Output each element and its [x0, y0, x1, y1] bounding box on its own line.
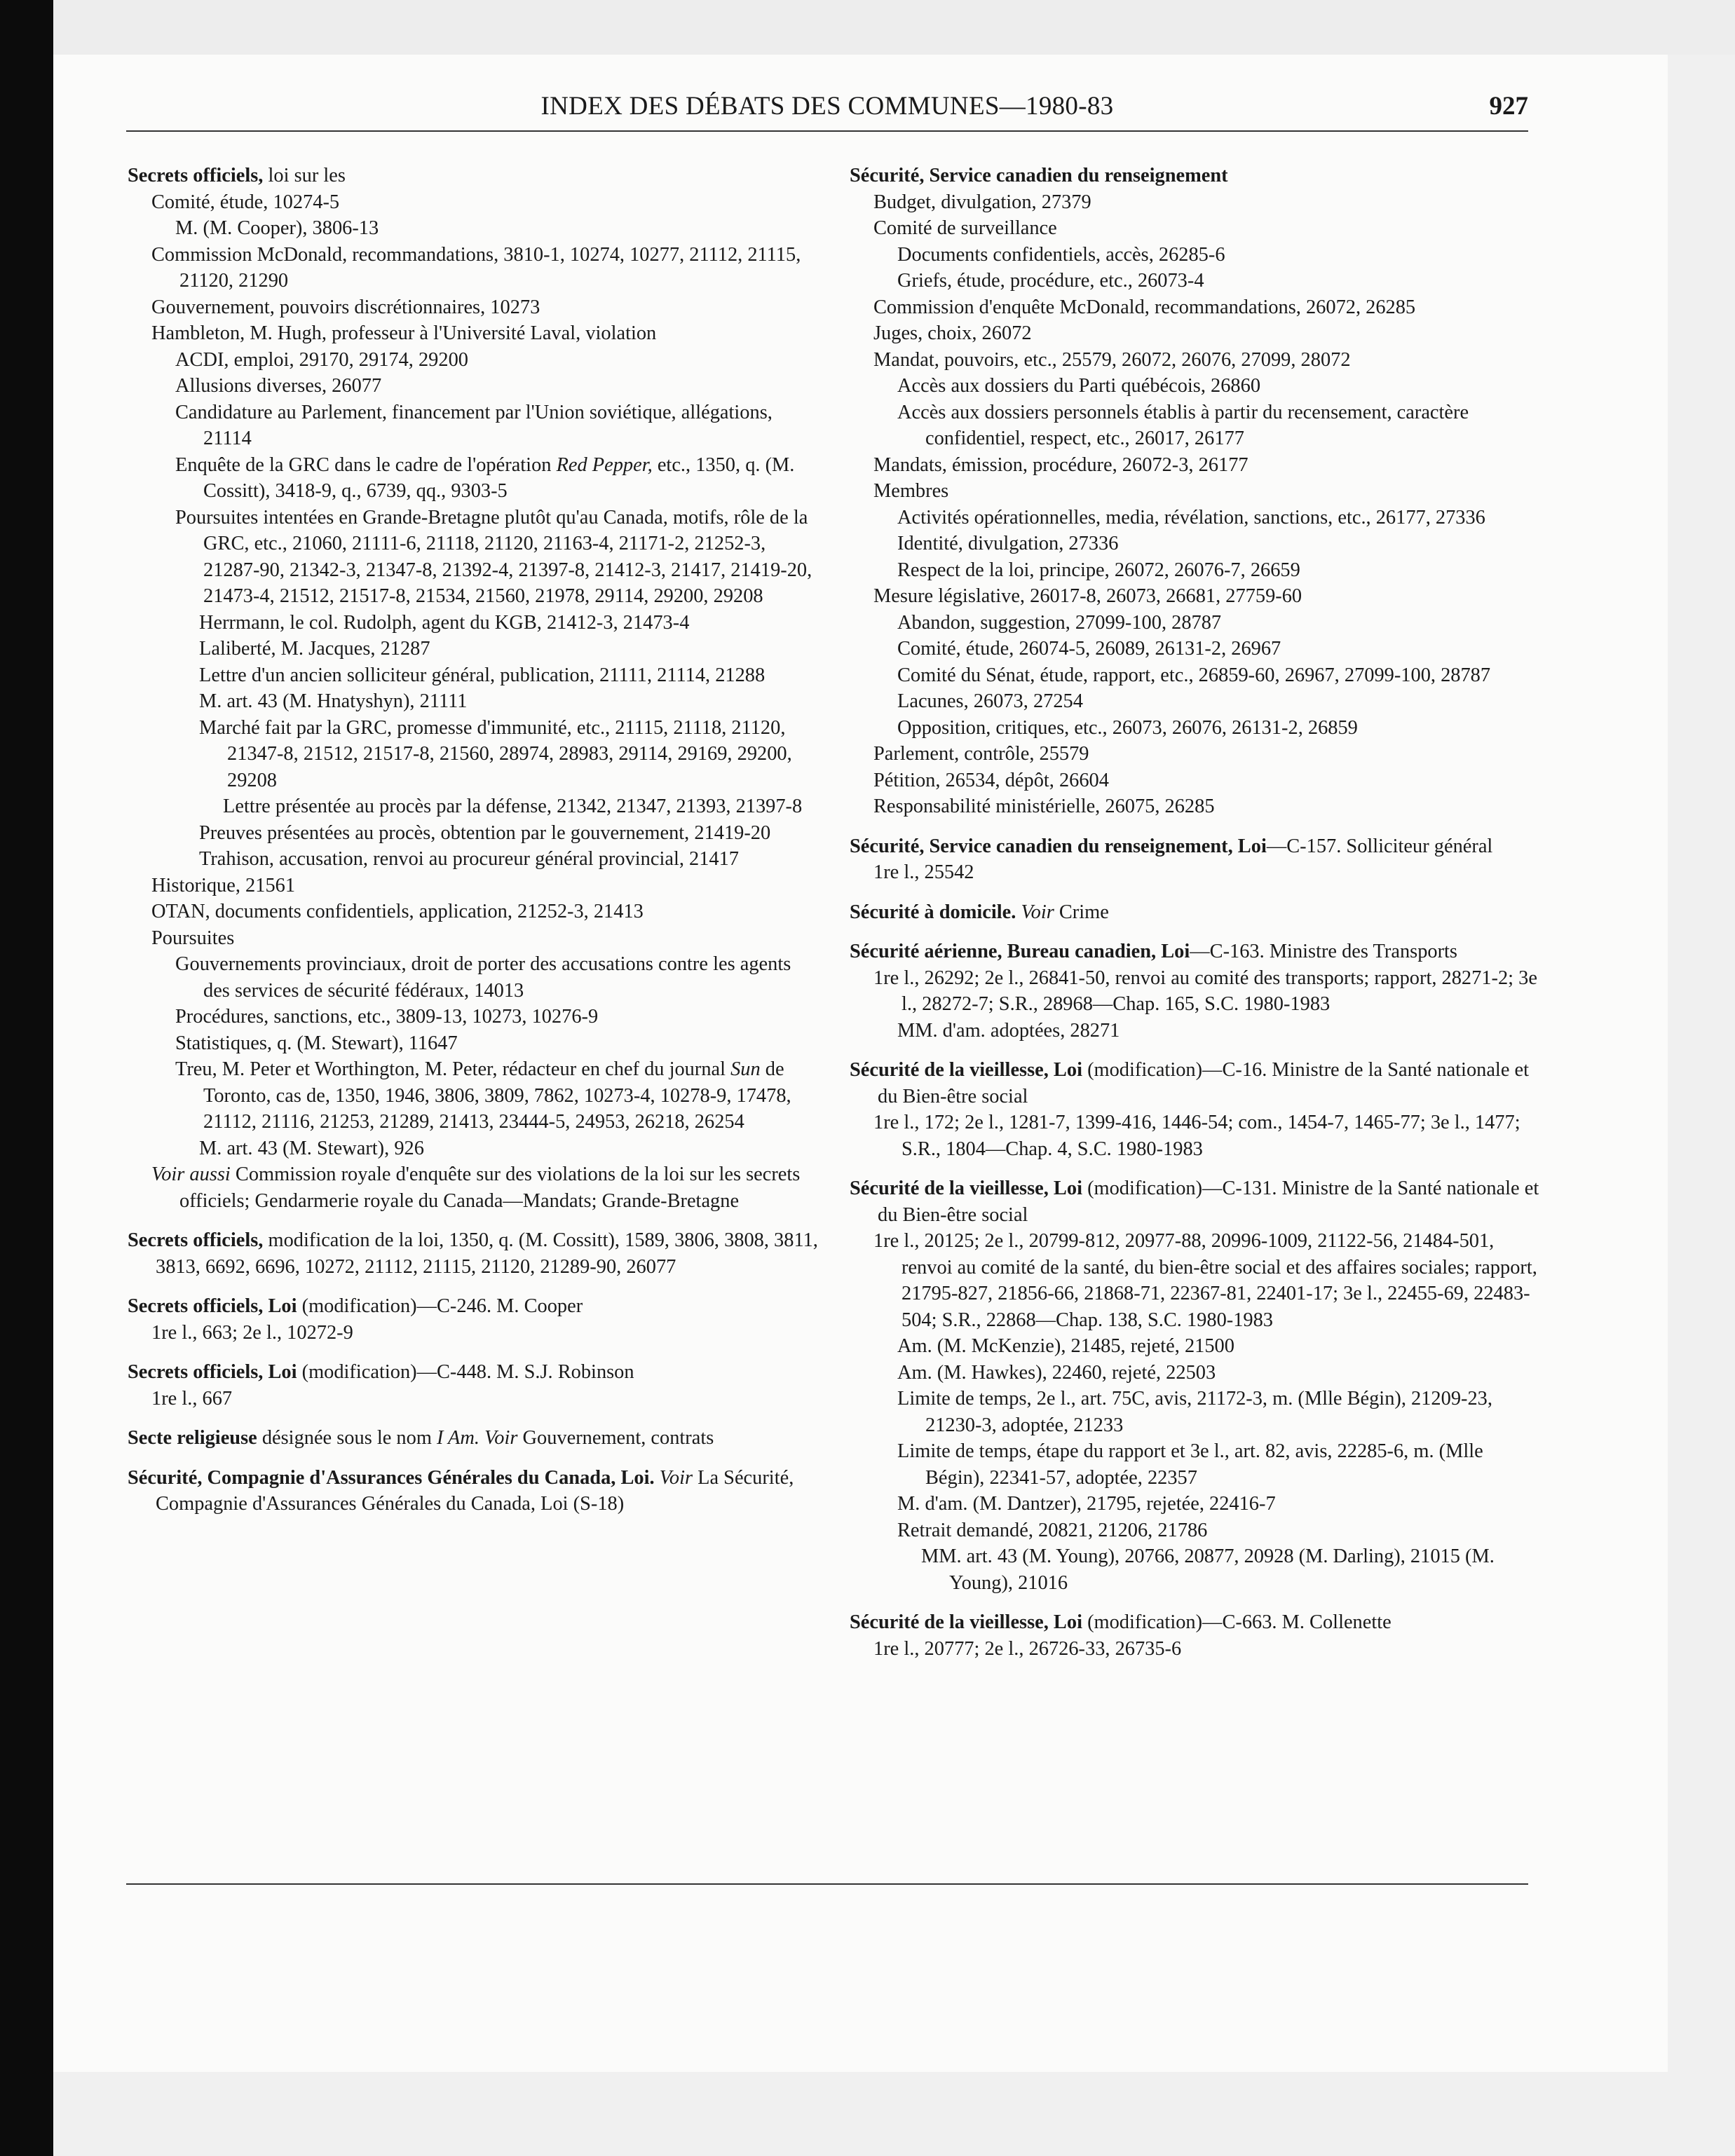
index-subentry	[873, 1228, 1540, 1333]
index-subentry	[151, 925, 818, 952]
entry-text: Respect de la loi, principe, 26072, 26076-7, 26659	[897, 559, 1300, 581]
index-subentry	[151, 294, 818, 321]
entry-heading: Secrets officiels, Loi	[128, 1295, 297, 1317]
entry-text-after: La Sécurité, Compagnie d'Assurances Générales du Canada, Loi (S-18)	[156, 1466, 794, 1515]
entry-heading: Sécurité, Compagnie d'Assurances Générales du Canada, Loi.	[128, 1466, 655, 1489]
entry-text: Preuves présentées au procès, obtention par le gouvernement, 21419-20	[199, 821, 771, 844]
index-heading-entry	[850, 939, 1540, 965]
entry-text: Lacunes, 26073, 27254	[897, 690, 1083, 712]
entry-text-after: Crime	[1054, 901, 1109, 923]
index-subentry	[897, 1018, 1540, 1044]
index-heading-entry	[128, 1227, 818, 1280]
entry-text: Comité du Sénat, étude, rapport, etc., 26859-60, 26967, 27099-100, 28787	[897, 664, 1491, 686]
index-subentry	[175, 400, 818, 452]
entry-italic: Red Pepper,	[556, 453, 653, 476]
entry-text: Limite de temps, 2e l., art. 75C, avis, 21172-3, m. (Mlle Bégin), 21209-23, 21230-3, adoptée, 21233	[897, 1388, 1492, 1436]
index-subentry	[897, 715, 1540, 742]
index-heading-entry	[128, 163, 818, 189]
entry-text: Procédures, sanctions, etc., 3809-13, 10273, 10276-9	[175, 1006, 599, 1028]
entry-text: Candidature au Parlement, financement par l'Union soviétique, allégations, 21114	[175, 401, 773, 449]
index-subentry	[199, 688, 818, 715]
entry-text: (modification)—C-246. M. Cooper	[297, 1295, 583, 1317]
entry-text: MM. art. 43 (M. Young), 20766, 20877, 20928 (M. Darling), 21015 (M. Young), 21016	[921, 1546, 1495, 1594]
entry-text: Pétition, 26534, dépôt, 26604	[873, 769, 1109, 791]
entry-text: Activités opérationnelles, media, révélation, sanctions, etc., 26177, 27336	[897, 506, 1485, 528]
index-subentry	[175, 505, 818, 610]
entry-heading: Secrets officiels, Loi	[128, 1361, 297, 1383]
entry-text: Gouvernement, pouvoirs discrétionnaires, 10273	[151, 296, 540, 318]
entry-text: Historique, 21561	[151, 874, 296, 896]
index-subentry	[897, 688, 1540, 715]
index-subentry	[921, 1543, 1540, 1596]
index-subentry	[199, 715, 818, 794]
index-subentry	[897, 268, 1540, 294]
entry-italic: Voir	[1021, 901, 1054, 923]
entry-text: Laliberté, M. Jacques, 21287	[199, 638, 430, 660]
index-heading-entry	[128, 1425, 818, 1452]
index-subentry	[175, 1030, 818, 1057]
entry-text-after: etc., 1350, q. (M. Cossitt), 3418-9, q., 6739, qq., 9303-5	[203, 453, 795, 502]
entry-text: Enquête de la GRC dans le cadre de l'opération	[175, 453, 557, 476]
index-subentry	[175, 347, 818, 374]
entry-heading: Secrets officiels,	[128, 1229, 264, 1251]
entry-text: Lettre présentée au procès par la défense, 21342, 21347, 21393, 21397-8	[223, 796, 803, 817]
scan-border-right	[1668, 55, 1735, 2156]
entry-text: Parlement, contrôle, 25579	[873, 743, 1089, 765]
index-subentry	[199, 846, 818, 873]
entry-italic: Voir	[659, 1466, 693, 1489]
index-heading-entry	[850, 163, 1540, 189]
entry-text: Responsabilité ministérielle, 26075, 26285	[873, 796, 1215, 817]
scan-border-top	[53, 0, 1735, 55]
index-subentry	[873, 347, 1540, 374]
index-subentry	[199, 820, 818, 847]
index-subentry	[873, 859, 1540, 886]
entry-text: 1re l., 20125; 2e l., 20799-812, 20977-88, 20996-1009, 21122-56, 21484-501, renvoi au comité de la santé, du bien-être social et des affaires sociales; rapport, 21795-827, 21856-66, 21868-71, 22367-81, 22401-17; 3e l., 22455-69, 22483-504; S.R., 22868—Chap. 138, S.C. 1980-1983	[873, 1230, 1537, 1331]
index-subentry	[175, 1004, 818, 1030]
footer-rule	[126, 1883, 1528, 1885]
index-heading-entry	[850, 833, 1540, 860]
index-heading-entry	[850, 899, 1540, 926]
index-subentry	[873, 189, 1540, 216]
entry-heading: Sécurité de la vieillesse, Loi	[850, 1611, 1082, 1633]
index-subentry	[897, 1360, 1540, 1386]
entry-text: Commission d'enquête McDonald, recommandations, 26072, 26285	[873, 296, 1416, 318]
entry-heading: Sécurité, Service canadien du renseignement	[850, 165, 1228, 186]
index-subentry	[873, 1110, 1540, 1162]
index-heading-entry	[850, 1175, 1540, 1228]
entry-text: Poursuites	[151, 927, 235, 949]
entry-text: Am. (M. McKenzie), 21485, rejeté, 21500	[897, 1335, 1234, 1357]
entry-text: Trahison, accusation, renvoi au procureur général provincial, 21417	[199, 848, 739, 870]
entry-text: Budget, divulgation, 27379	[873, 191, 1091, 213]
index-heading-entry	[128, 1359, 818, 1386]
index-subentry	[873, 320, 1540, 347]
index-subentry	[151, 242, 818, 294]
entry-text: 1re l., 172; 2e l., 1281-7, 1399-416, 1446-54; com., 1454-7, 1465-77; 3e l., 1477; S.R., 1804—Chap. 4, S.C. 1980-1983	[873, 1112, 1520, 1160]
index-subentry	[897, 400, 1540, 452]
index-subentry	[223, 793, 818, 820]
index-subentry	[151, 189, 818, 216]
entry-text: Mesure législative, 26017-8, 26073, 26681, 27759-60	[873, 585, 1302, 607]
index-subentry	[897, 1386, 1540, 1438]
entry-italic: I Am. Voir	[437, 1427, 518, 1449]
entry-text: Treu, M. Peter et Worthington, M. Peter, rédacteur en chef du journal	[175, 1058, 731, 1080]
entry-text: (modification)—C-448. M. S.J. Robinson	[297, 1361, 634, 1383]
entry-heading: Sécurité de la vieillesse, Loi	[850, 1178, 1082, 1199]
entry-text: M. d'am. (M. Dantzer), 21795, rejetée, 22416-7	[897, 1493, 1276, 1515]
index-subentry	[175, 951, 818, 1004]
entry-text: Poursuites intentées en Grande-Bretagne plutôt qu'au Canada, motifs, rôle de la GRC, etc., 21060, 21111-6, 21118, 21120, 21163-4, 21171-2, 21252-3, 21287-90, 21342-3, 21347-8, 21392-4, 21397-8, 21412-3, 21417, 21419-20, 21473-4, 21512, 21517-8, 21534, 21560, 21978, 29114, 29200, 29208	[175, 506, 812, 607]
index-subentry	[199, 1135, 818, 1162]
index-subentry	[151, 899, 818, 925]
index-subentry	[873, 583, 1540, 610]
index-subentry	[897, 242, 1540, 268]
entry-text: loi sur les	[263, 165, 346, 186]
entry-text: Accès aux dossiers du Parti québécois, 26860	[897, 375, 1261, 397]
entry-text: Limite de temps, étape du rapport et 3e l., art. 82, avis, 22285-6, m. (Mlle Bégin), 22341-57, adoptée, 22357	[897, 1440, 1483, 1489]
header-rule	[126, 130, 1528, 132]
entry-text: 1re l., 667	[151, 1387, 233, 1410]
entry-text: MM. d'am. adoptées, 28271	[897, 1019, 1120, 1042]
index-subentry	[897, 1438, 1540, 1491]
index-subentry	[873, 478, 1540, 505]
index-subentry	[873, 965, 1540, 1018]
index-heading-entry	[128, 1293, 818, 1320]
index-subentry	[897, 373, 1540, 400]
index-subentry	[151, 1161, 818, 1214]
entry-text: Accès aux dossiers personnels établis à partir du recensement, caractère confidentiel, respect, etc., 26017, 26177	[897, 401, 1469, 449]
index-subentry	[873, 1636, 1540, 1663]
entry-text: M. art. 43 (M. Hnatyshyn), 21111	[199, 690, 468, 712]
entry-text: —C-163. Ministre des Transports	[1190, 941, 1457, 962]
entry-heading: Secte religieuse	[128, 1427, 257, 1449]
entry-text: OTAN, documents confidentiels, application, 21252-3, 21413	[151, 901, 644, 922]
index-subentry	[897, 662, 1540, 689]
index-subentry	[873, 294, 1540, 321]
entry-heading: Sécurité de la vieillesse, Loi	[850, 1059, 1082, 1081]
entry-italic: Sun	[730, 1058, 761, 1080]
index-subentry	[897, 505, 1540, 531]
entry-text: Comité, étude, 10274-5	[151, 191, 340, 213]
index-subentry	[199, 662, 818, 689]
index-column-left	[128, 163, 818, 1517]
entry-text: Identité, divulgation, 27336	[897, 533, 1119, 554]
index-subentry	[873, 767, 1540, 794]
index-subentry	[151, 1386, 818, 1412]
entry-heading: Secrets officiels,	[128, 165, 264, 186]
index-subentry	[873, 793, 1540, 820]
entry-text: Retrait demandé, 20821, 21206, 21786	[897, 1519, 1208, 1541]
index-heading-entry	[850, 1609, 1540, 1636]
index-subentry	[175, 373, 818, 400]
entry-text: Mandat, pouvoirs, etc., 25579, 26072, 26076, 27099, 28072	[873, 348, 1351, 371]
entry-text: ACDI, emploi, 29170, 29174, 29200	[175, 348, 468, 371]
index-subentry	[897, 636, 1540, 662]
entry-text: Documents confidentiels, accès, 26285-6	[897, 243, 1225, 266]
entry-heading: Sécurité à domicile.	[850, 901, 1016, 923]
entry-text: M. (M. Cooper), 3806-13	[175, 217, 379, 239]
entry-text: Mandats, émission, procédure, 26072-3, 26177	[873, 453, 1248, 476]
index-subentry	[897, 1517, 1540, 1544]
entry-text: Allusions diverses, 26077	[175, 375, 382, 397]
index-subentry	[897, 1333, 1540, 1360]
entry-text: Commission McDonald, recommandations, 3810-1, 10274, 10277, 21112, 21115, 21120, 21290	[151, 243, 801, 292]
entry-text: Hambleton, M. Hugh, professeur à l'Université Laval, violation	[151, 322, 657, 344]
running-title: INDEX DES DÉBATS DES COMMUNES—1980-83	[540, 92, 1114, 121]
entry-text	[655, 1467, 660, 1489]
index-subentry	[175, 1056, 818, 1135]
entry-text: Lettre d'un ancien solliciteur général, publication, 21111, 21114, 21288	[199, 664, 766, 686]
entry-text: Gouvernements provinciaux, droit de porter des accusations contre les agents des services de sécurité fédéraux, 14013	[175, 953, 791, 1002]
index-subentry	[897, 531, 1540, 557]
index-column-right	[850, 163, 1540, 1662]
index-subentry	[873, 452, 1540, 479]
entry-text: M. art. 43 (M. Stewart), 926	[199, 1137, 424, 1159]
scan-border-bottom	[53, 2072, 1735, 2156]
index-subentry	[151, 873, 818, 899]
entry-text: Marché fait par la GRC, promesse d'immunité, etc., 21115, 21118, 21120, 21347-8, 21512, 21517-8, 21560, 28974, 28983, 29114, 29169, 29200, 29208	[199, 716, 792, 791]
entry-text: Statistiques, q. (M. Stewart), 11647	[175, 1032, 458, 1054]
entry-text: Am. (M. Hawkes), 22460, rejeté, 22503	[897, 1361, 1216, 1384]
entry-text: désignée sous le nom	[257, 1427, 437, 1449]
entry-text: Abandon, suggestion, 27099-100, 28787	[897, 611, 1222, 634]
entry-text: Griefs, étude, procédure, etc., 26073-4	[897, 270, 1204, 292]
entry-text: Comité, étude, 26074-5, 26089, 26131-2, 26967	[897, 638, 1281, 660]
index-heading-entry	[850, 1057, 1540, 1110]
index-subentry	[897, 557, 1540, 584]
index-subentry	[175, 215, 818, 242]
entry-text: Membres	[873, 480, 949, 502]
entry-text: modification de la loi, 1350, q. (M. Cossitt), 1589, 3806, 3808, 3811, 3813, 6692, 6696, 10272, 21112, 21115, 21120, 21289-90, 26077	[156, 1229, 818, 1278]
entry-text: Comité de surveillance	[873, 217, 1057, 239]
cross-reference: Voir aussi	[151, 1164, 231, 1185]
entry-text: 1re l., 663; 2e l., 10272-9	[151, 1321, 353, 1344]
entry-text: —C-157. Solliciteur général	[1266, 835, 1493, 857]
scan-border-left	[0, 0, 53, 2156]
entry-text: 1re l., 20777; 2e l., 26726-33, 26735-6	[873, 1637, 1182, 1660]
page-number: 927	[1489, 92, 1528, 121]
entry-text: Herrmann, le col. Rudolph, agent du KGB, 21412-3, 21473-4	[199, 611, 690, 634]
index-subentry	[897, 1491, 1540, 1517]
index-subentry	[151, 320, 818, 347]
entry-text: 1re l., 25542	[873, 861, 974, 883]
entry-text: Commission royale d'enquête sur des violations de la loi sur les secrets officiels; Gendarmerie royale du Canada—Mandats; Grande-Bretagne	[179, 1164, 801, 1212]
entry-heading: Sécurité aérienne, Bureau canadien, Loi	[850, 941, 1190, 962]
index-heading-entry	[128, 1465, 818, 1517]
index-subentry	[199, 610, 818, 636]
index-subentry	[873, 741, 1540, 767]
entry-heading: Sécurité, Service canadien du renseignement, Loi	[850, 835, 1267, 857]
entry-text: (modification)—C-16. Ministre de la Santé nationale et du Bien-être social	[878, 1059, 1530, 1107]
index-subentry	[151, 1320, 818, 1346]
index-subentry	[199, 636, 818, 662]
index-subentry	[175, 452, 818, 505]
entry-text: Opposition, critiques, etc., 26073, 26076, 26131-2, 26859	[897, 716, 1358, 739]
entry-text-after: Gouvernement, contrats	[517, 1427, 714, 1449]
entry-text: 1re l., 26292; 2e l., 26841-50, renvoi au comité des transports; rapport, 28271-2; 3e l., 28272-7; S.R., 28968—Chap. 165, S.C. 1980-1983	[873, 967, 1537, 1015]
page-header	[126, 91, 1528, 129]
index-subentry	[897, 610, 1540, 636]
entry-text: Juges, choix, 26072	[873, 322, 1032, 344]
entry-text: (modification)—C-663. M. Collenette	[1082, 1611, 1392, 1633]
entry-text: (modification)—C-131. Ministre de la Santé nationale et du Bien-être social	[878, 1178, 1539, 1226]
index-subentry	[873, 215, 1540, 242]
entry-text-after: de Toronto, cas de, 1350, 1946, 3806, 3809, 7862, 10273-4, 10278-9, 17478, 21112, 21116, 21253, 21289, 21413, 23444-5, 24953, 26218, 26254	[203, 1058, 791, 1133]
